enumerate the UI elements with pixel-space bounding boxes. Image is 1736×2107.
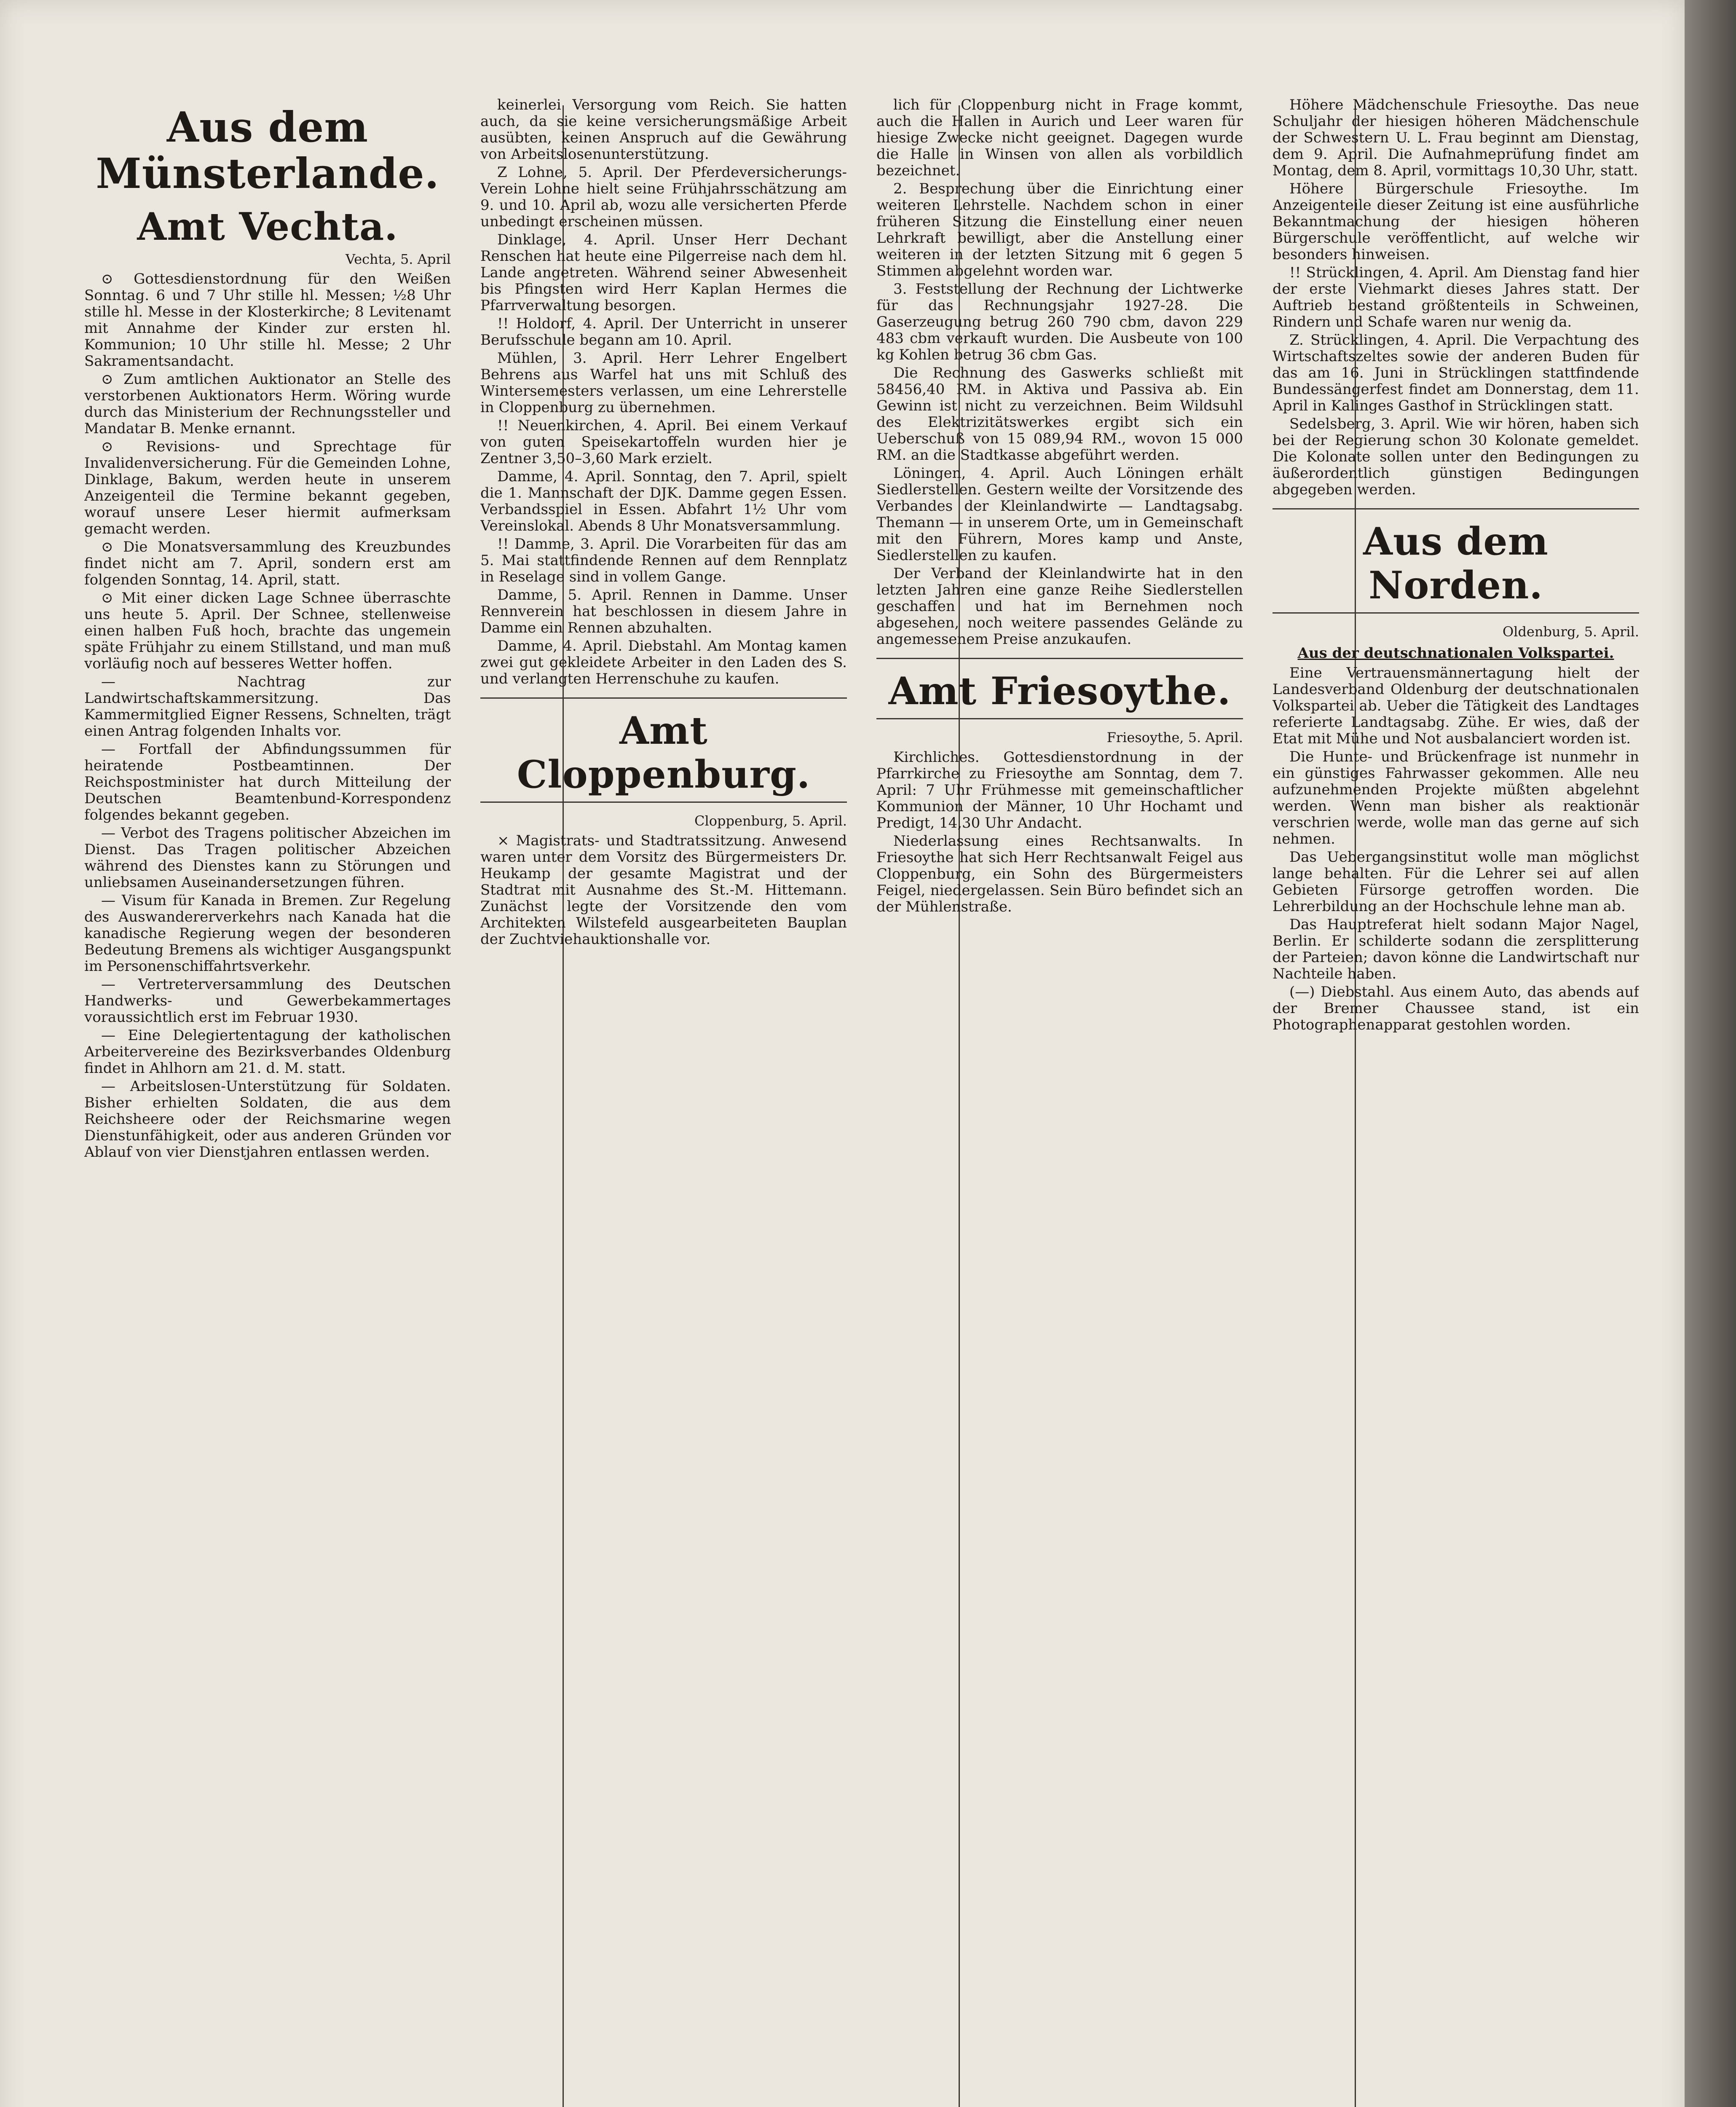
article-paragraph: Das Hauptreferat hielt sodann Major Nagel, Berlin. Er schilderte sodann die zersplitterung der Parteien; davon könne die Landwirtschaft nur Nachteile haben. bbox=[1273, 916, 1639, 982]
article-paragraph: Die Hunte- und Brückenfrage ist nunmehr in ein günstiges Fahrwasser gekommen. Alle neu aufzunehmenden Projekte müßten abgelehnt werden. Wenn man bisher als reaktionär verschrien werde, wolle man das gerne auf sich nehmen. bbox=[1273, 748, 1639, 847]
dateline: Oldenburg, 5. April. bbox=[1503, 624, 1639, 640]
article-paragraph: ⊙ Revisions- und Sprechtage für Invalidenversicherung. Für die Gemeinden Lohne, Dinklage, Bakum, werden heute in unserem Anzeigenteil die Termine bekannt gegeben, worauf unsere Leser hiermit aufmerksam gemacht werden. bbox=[84, 438, 451, 537]
article-paragraph: !! Damme, 3. April. Die Vorarbeiten für das am 5. Mai stattfindende Rennen auf dem Rennplatz in Reselage sind in vollem Gange. bbox=[480, 536, 847, 585]
article-paragraph: Kirchliches. Gottesdienstordnung in der Pfarrkirche zu Friesoythe am Sonntag, dem 7. April: 7 Uhr Frühmesse mit gemeinschaftlicher Kommunion der Männer, 10 Uhr Hochamt und Predigt, 14,30 Uhr Andacht. bbox=[876, 749, 1243, 831]
page-edge-shadow bbox=[1685, 0, 1736, 2107]
column-1 bbox=[84, 97, 451, 2107]
dateline: Friesoythe, 5. April. bbox=[1106, 729, 1243, 745]
article-paragraph: keinerlei Versorgung vom Reich. Sie hatten auch, da sie keine versicherungsmäßige Arbeit ausübten, keinen Anspruch auf die Gewährung von Arbeitslosenunterstützung. bbox=[480, 97, 847, 163]
article-paragraph: Eine Vertrauensmännertagung hielt der Landesverband Oldenburg der deutschnationalen Volkspartei ab. Ueber die Tätigkeit des Landtages referierte Landtagsabg. Zühe. Er wies, daß der Etat mit Mühe und Not ausbalanciert worden ist. bbox=[1273, 665, 1639, 747]
article-paragraph: 2. Besprechung über die Einrichtung einer weiteren Lehrstelle. Nachdem schon in einer früheren Sitzung die Einstellung einer neuen Lehrkraft bewilligt, aber die Anstellung einer weiteren in der letzten Sitzung mit 6 gegen 5 Stimmen abgelehnt worden war. bbox=[876, 180, 1243, 279]
article-paragraph: ⊙ Zum amtlichen Auktionator an Stelle des verstorbenen Auktionators Herm. Wöring wurde durch das Ministerium der Rechnungssteller und Mandatar B. Menke ernannt. bbox=[84, 371, 451, 437]
article-paragraph: — Visum für Kanada in Bremen. Zur Regelung des Auswandererverkehrs nach Kanada hat die kanadische Regierung wegen der besonderen Bedeutung Bremens als wichtiger Ausgangspunkt im Personenschiffahrtsverkehr. bbox=[84, 892, 451, 975]
section-heading-cloppenburg: Amt Cloppenburg. bbox=[517, 708, 811, 797]
article-columns bbox=[84, 97, 1643, 2107]
article-paragraph: lich für Cloppenburg nicht in Frage kommt, auch die Hallen in Aurich und Leer waren für hiesige Zwecke nicht geeignet. Dagegen wurde die Halle in Winsen von allen als vorbildlich bezeichnet. bbox=[876, 97, 1243, 179]
article-paragraph: Damme, 4. April. Sonntag, den 7. April, spielt die 1. Mannschaft der DJK. Damme gegen Essen. Verbandsspiel in Essen. Abfahrt 1½ Uhr vom Vereinslokal. Abends 8 Uhr Monatsversammlung. bbox=[480, 468, 847, 534]
article-paragraph: Mühlen, 3. April. Herr Lehrer Engelbert Behrens aus Warfel hat uns mit Schluß des Wintersemesters verlassen, um eine Lehrerstelle in Cloppenburg zu übernehmen. bbox=[480, 350, 847, 416]
article-paragraph: — Fortfall der Abfindungssummen für heiratende Postbeamtinnen. Der Reichspostminister hat durch Mitteilung der Deutschen Beamtenbund-Korrespondenz folgendes bekannt gegeben. bbox=[84, 741, 451, 823]
article-paragraph: ⊙ Mit einer dicken Lage Schnee überraschte uns heute 5. April. Der Schnee, stellenweise einen halben Fuß hoch, brachte das ungemein späte Frühjahr zu einem Stillstand, und man muß vorläufig noch auf besseres Wetter hoffen. bbox=[84, 590, 451, 672]
article-paragraph: !! Neuenkirchen, 4. April. Bei einem Verkauf von guten Speisekartoffeln wurden hier je Zentner 3,50–3,60 Mark erzielt. bbox=[480, 417, 847, 467]
article-paragraph: (—) Diebstahl. Aus einem Auto, das abends auf der Bremer Chaussee stand, ist ein Photographenapparat gestohlen worden. bbox=[1273, 984, 1639, 1033]
section-heading-block bbox=[1273, 508, 1639, 614]
article-paragraph: Sedelsberg, 3. April. Wie wir hören, haben sich bei der Regierung schon 30 Kolonate gemeldet. Die Kolonate sollen unter den Bedingungen zu äußerordentlich günstigen Bedingungen abgegeben werden. bbox=[1273, 416, 1639, 498]
article-paragraph: Niederlassung eines Rechtsanwalts. In Friesoythe hat sich Herr Rechtsanwalt Feigel aus Cloppenburg, ein Sohn des Bürgermeisters Feigel, niedergelassen. Sein Büro befindet sich an der Mühlenstraße. bbox=[876, 833, 1243, 915]
article-paragraph: !! Strücklingen, 4. April. Am Dienstag fand hier der erste Viehmarkt dieses Jahres statt. Der Auftrieb bestand größtenteils in Schweinen, Rindern und Schafe waren nur wenig da. bbox=[1273, 264, 1639, 330]
article-paragraph: Die Rechnung des Gaswerks schließt mit 58456,40 RM. in Aktiva und Passiva ab. Ein Gewinn ist nicht zu verzeichnen. Beim Wildsuhl des Elektrizitätswerkes ergibt sich ein Ueberschuß von 15 089,94 RM., wovon 15 000 RM. an die Stadtkasse abgeführt werden. bbox=[876, 365, 1243, 464]
article-paragraph: — Arbeitslosen-Unterstützung für Soldaten. Bisher erhielten Soldaten, die aus dem Reichsheere oder der Reichsmarine wegen Dienstunfähigkeit, oder aus anderen Gründen vor Ablauf von vier Dienstjahren entlassen werden. bbox=[84, 1078, 451, 1161]
dateline: Cloppenburg, 5. April. bbox=[694, 813, 847, 829]
article-paragraph: Höhere Bürgerschule Friesoythe. Im Anzeigenteile dieser Zeitung ist eine ausführliche Bekanntmachung der hiesigen höheren Bürgerschule veröffentlicht, auf welche wir besonders hinweisen. bbox=[1273, 180, 1639, 263]
subsection-heading-vechta: Amt Vechta. bbox=[137, 204, 398, 249]
article-paragraph: — Nachtrag zur Landwirtschaftskammersitzung. Das Kammermitglied Eigner Ressens, Schnelten, trägt einen Antrag folgenden Inhalts vor. bbox=[84, 673, 451, 740]
article-paragraph: Der Verband der Kleinlandwirte hat in den letzten Jahren eine ganze Reihe Siedlerstellen geschaffen und hat im Bernehmen noch abgesehen, noch weitere passendes Gelände zu angemessenem Preise anzukaufen. bbox=[876, 565, 1243, 648]
article-paragraph: Höhere Mädchenschule Friesoythe. Das neue Schuljahr der hiesigen höheren Mädchenschule der Schwestern U. L. Frau beginnt am Dienstag, dem 9. April. Die Aufnahmeprüfung findet am Montag, dem 8. April, vormittags 10,30 Uhr, statt. bbox=[1273, 97, 1639, 179]
article-paragraph: ⊙ Gottesdienstordnung für den Weißen Sonntag. 6 und 7 Uhr stille hl. Messen; ½8 Uhr stille hl. Messe in der Klosterkirche; 8 Levitenamt mit Annahme der Kinder zur ersten hl. Kommunion; 10 Uhr stille hl. Messe; 2 Uhr Sakramentsandacht. bbox=[84, 271, 451, 370]
article-paragraph: 3. Feststellung der Rechnung der Lichtwerke für das Rechnungsjahr 1927-28. Die Gaserzeugung betrug 260 790 cbm, davon 229 483 cbm verkauft wurden. Die Ausbeute von 100 kg Kohlen betrug 36 cbm Gas. bbox=[876, 281, 1243, 363]
article-subheading: Aus der deutschnationalen Volkspartei. bbox=[1297, 645, 1614, 662]
article-paragraph: Dinklage, 4. April. Unser Herr Dechant Renschen hat heute eine Pilgerreise nach dem hl. Lande angetreten. Während seiner Abwesenheit bis Pfingsten wird Herr Kaplan Hermes die Pfarrverwaltung besorgen. bbox=[480, 231, 847, 314]
article-paragraph: Löningen, 4. April. Auch Löningen erhält Siedlerstellen. Gestern weilte der Vorsitzende des Verbandes der Kleinlandwirte — Landtagsabg. Themann — in unserem Orte, um in Gemeinschaft mit den Führern, Mores kamp und Anste, Siedlerstellen zu kaufen. bbox=[876, 465, 1243, 564]
section-heading-block bbox=[876, 658, 1243, 719]
section-heading-muensterlande: Aus dem Münsterlande. bbox=[96, 103, 439, 198]
column-3 bbox=[876, 97, 1243, 2107]
article-paragraph: Damme, 5. April. Rennen in Damme. Unser Rennverein hat beschlossen in diesem Jahre in Damme ein Rennen abzuhalten. bbox=[480, 587, 847, 636]
article-paragraph: — Eine Delegiertentagung der katholischen Arbeitervereine des Bezirksverbandes Oldenburg findet in Ahlhorn am 21. d. M. statt. bbox=[84, 1027, 451, 1077]
article-paragraph: Z. Strücklingen, 4. April. Die Verpachtung des Wirtschaftszeltes sowie der anderen Buden für das am 16. Juni in Strücklingen stattfindende Bundessängerfest findet am Donnerstag, dem 11. April in Kalinges Gasthof in Strücklingen statt. bbox=[1273, 332, 1639, 414]
section-heading-norden: Aus dem Norden. bbox=[1363, 519, 1548, 608]
article-paragraph: Z Lohne, 5. April. Der Pferdeversicherungs-Verein Lohne hielt seine Frühjahrsschätzung am 9. und 10. April ab, wozu alle versicherten Pferde unbedingt erscheinen müssen. bbox=[480, 164, 847, 230]
column-2 bbox=[480, 97, 847, 2107]
article-paragraph: × Magistrats- und Stadtratssitzung. Anwesend waren unter dem Vorsitz des Bürgermeisters Dr. Heukamp der gesamte Magistrat und der Stadtrat mit Ausnahme des St.-M. Hittemann. Zunächst legte der Vorsitzende den vom Architekten Wilstefeld ausgearbeiteten Bauplan der Zuchtviehauktionshalle vor. bbox=[480, 832, 847, 948]
section-heading-friesoythe: Amt Friesoythe. bbox=[888, 669, 1231, 713]
article-paragraph: — Verbot des Tragens politischer Abzeichen im Dienst. Das Tragen politischer Abzeichen während des Dienstes kann zu Störungen und unliebsamen Auseinandersetzungen führen. bbox=[84, 825, 451, 891]
article-paragraph: — Vertreterversammlung des Deutschen Handwerks- und Gewerbekammertages voraussichtlich erst im Februar 1930. bbox=[84, 976, 451, 1026]
article-paragraph: Das Uebergangsinstitut wolle man möglichst lange behalten. Für die Lehrer sei auf allen Gebieten Fürsorge getroffen worden. Die Lehrerbildung an der Hochschule lehne man ab. bbox=[1273, 849, 1639, 915]
article-paragraph: ⊙ Die Monatsversammlung des Kreuzbundes findet nicht am 7. April, sondern erst am folgenden Sonntag, 14. April, statt. bbox=[84, 539, 451, 588]
section-heading-block bbox=[480, 697, 847, 803]
dateline: Vechta, 5. April bbox=[346, 251, 451, 267]
article-paragraph: !! Holdorf, 4. April. Der Unterricht in unserer Berufsschule begann am 10. April. bbox=[480, 315, 847, 348]
article-paragraph: Damme, 4. April. Diebstahl. Am Montag kamen zwei gut gekleidete Arbeiter in den Laden des S. und verlangten Herrenschuhe zu kaufen. bbox=[480, 638, 847, 687]
column-4 bbox=[1273, 97, 1639, 2107]
